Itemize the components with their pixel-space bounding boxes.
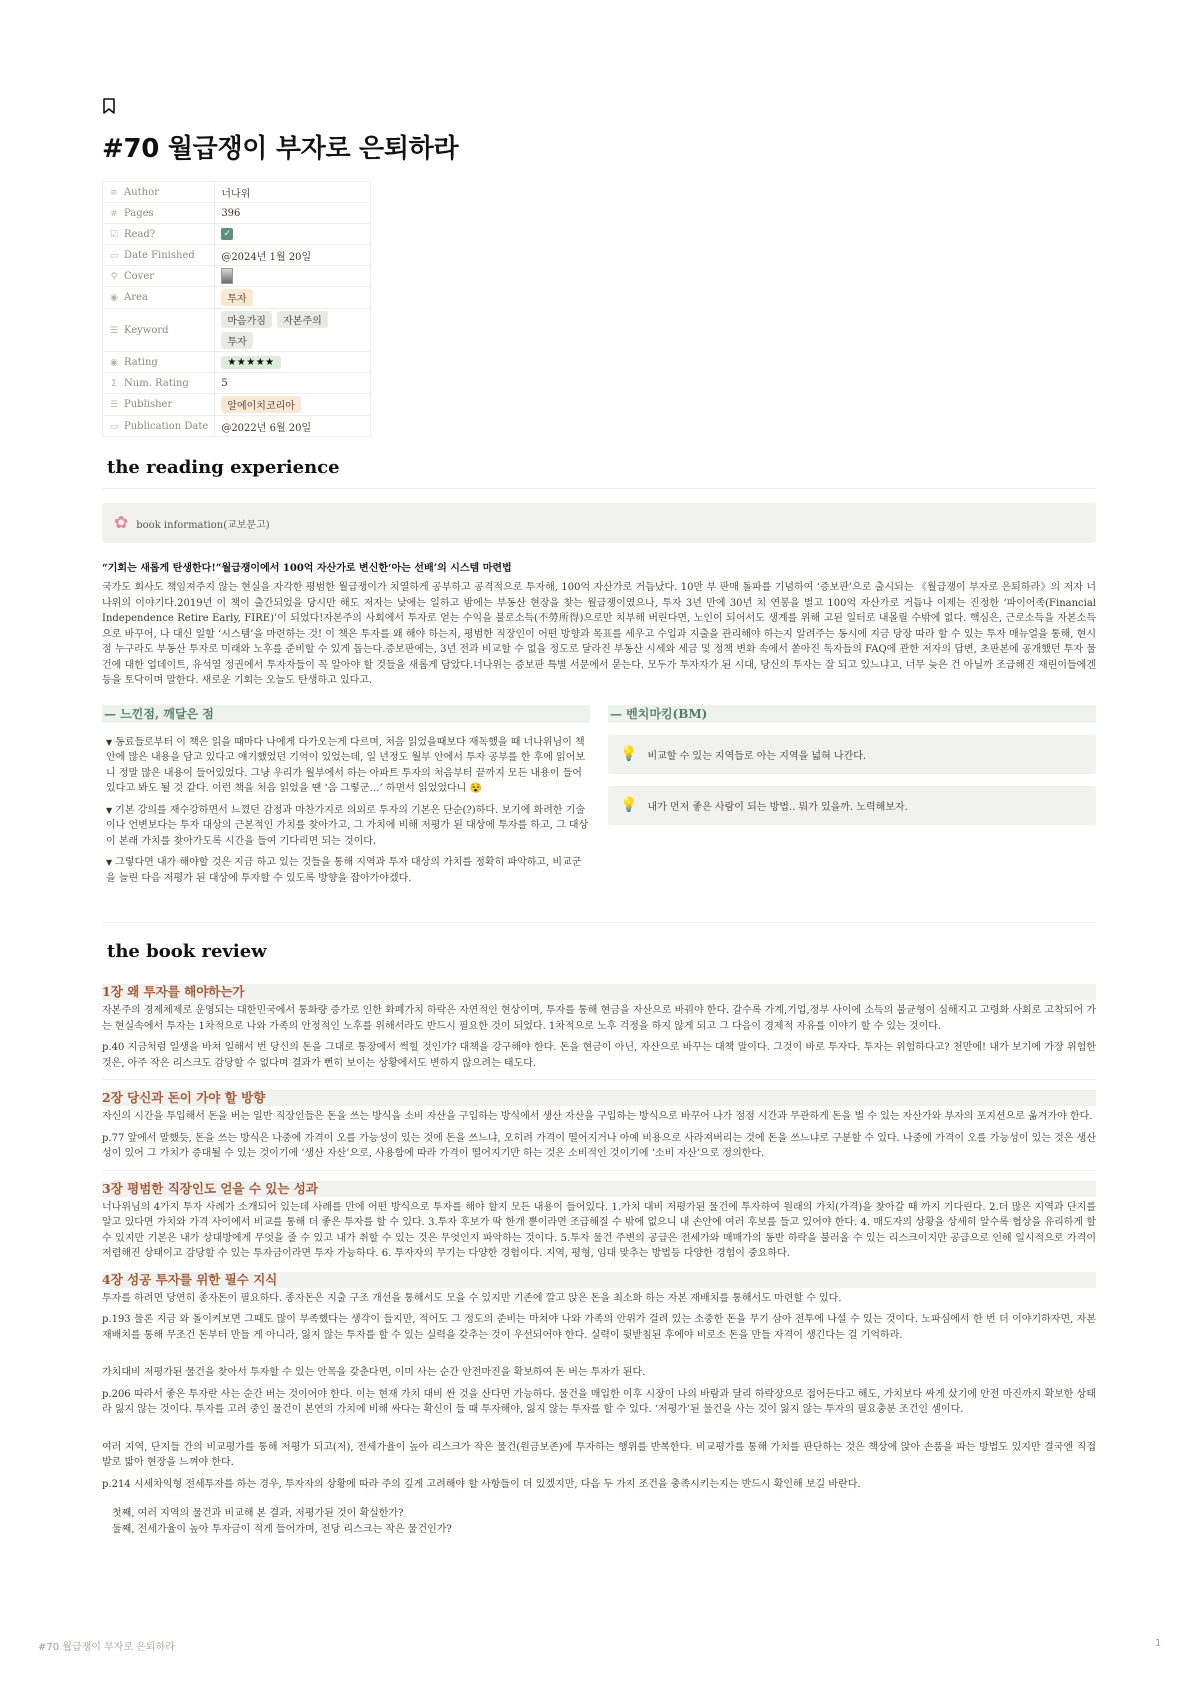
reading-heading: the reading experience (102, 457, 1096, 489)
area-tag[interactable]: 투자 (221, 289, 252, 306)
chapter-2-heading: 2장 당신과 돈이 가야 할 방향 (102, 1090, 1096, 1106)
brain-icon: ✿ (114, 513, 129, 533)
rating-tag[interactable]: ★★★★★ (221, 356, 280, 369)
multiselect-property-icon: ☰ (109, 325, 119, 336)
book-blurb: 국가도 회사도 책임져주지 않는 현실을 자각한 평범한 월급쟁이가 치열하게 공부하고 공격적으로 투자해, 100억 자산가로 거듭났다. 10만 부 판매 돌파를 기념하여 ‘증보판’으로 출시되는 《월급쟁이 부자로 은퇴하라》의 저자 너나위의 이야기다.2019년 이 책이 출간되었을 당시만 해도 저자는 낮에는 일하고 밤에는 부동산 현장을 찾는 월급쟁이였으나, 투자 3년 만에 30년 치 연봉을 벌고 100억 자산가로 거듭나 이제는 진정한 ‘파이어족(Financial Independence Retire Early, FIRE)’이 되었다!자본주의 사회에서 투자로 얻는 수익을 불로소득(不勞所得)으로만 치부해 버린다면, 노인이 되어서도 생계를 위해 고된 일터로 내몰릴 수밖에 없다. 핵심은, 근로소득을 자본소득으로 바꾸어, 나 대신 일할 ‘시스템’을 마련하는 것! 이 책은 투자를 왜 해야 하는지, 평범한 직장인이 어떤 방향과 목표를 세우고 수입과 지출을 관리해야 하는지 알려주는 동시에 지금 당장 따라 할 수 있는 투자 매뉴얼을 통해, 현시점 누구라도 부동산 투자로 미래와 노후를 준비할 수 있게 돕는다.증보판에는, 3년 전과 비교할 수 없을 정도로 달라진 부동산 시세와 세금 및 정책 변화 속에서 쏟아진 독자들의 FAQ에 관한 저자의 답변, 초판본에 공개했던 투자 물건에 대한 업데이트, 유석열 정권에서 투자자들이 꼭 알아야 할 것들을 새롭게 담았다.너나위는 증보판 특별 서문에서 묻는다. 모두가 투자자가 된 시대, 당신의 투자는 잘 되고 있느냐고, 너무 늦은 건 아닐까 조급해진 재린이들에겐 등을 토닥이며 말한다. 새로운 기회는 오늘도 탄생하고 있다고. (102, 582, 1096, 686)
chapter-4-quote: p.214 시세차익형 전세투자를 하는 경우, 투자자의 상황에 따라 주의 깊게 고려해야 할 사항들이 더 있겠지만, 다음 두 가지 조건을 충족시키는지는 반드시 확인해 보길 바란다. (102, 1478, 861, 1490)
insights-heading: — 느낀점, 깨달은 점 (102, 705, 590, 723)
keyword-tag[interactable]: 자본주의 (277, 311, 328, 328)
prop-area[interactable]: ◉ Area 투자 (103, 287, 371, 309)
chapter-4-summary: 투자를 하려면 당연히 종자돈이 필요하다. 종자돈은 지출 구조 개선을 통해서도 모을 수 있지만 기존에 깔고 앉은 돈을 최소화 하는 자본 재배치를 통해서도 마련할 수 있다. (102, 1292, 842, 1304)
review-section (102, 941, 1096, 1537)
chapter-4-heading: 4장 성공 투자를 위한 필수 지식 (102, 1272, 1096, 1288)
chapter-2-quote: p.77 앞에서 말했듯, 돈을 쓰는 방식은 나중에 가격이 오를 가능성이 있는 것에 돈을 쓰느냐, 오히려 가격이 떨어지거나 아예 비용으로 사라져버리는 것에 돈을 쓰느냐로 구분할 수 있다. 나중에 가격이 오를 가능성이 있는 것은 생산성이 있어 그 가치가 증대될 수 있는 것이기에 ‘생산 자산’으로, 사용함에 따라 가격이 떨어지기만 하는 것은 소비적인 것이기에 ‘소비 자산’으로 정의한다. (102, 1132, 1096, 1159)
benchmarking-heading: — 벤치마킹(BM) (608, 705, 1096, 723)
reading-section (102, 457, 1096, 892)
benchmarking-column (608, 705, 1096, 893)
multiselect-property-icon: ☰ (109, 400, 119, 410)
reflection-columns (102, 705, 1096, 893)
formula-icon: Σ (111, 378, 117, 389)
keyword-tag[interactable]: 투자 (221, 332, 252, 349)
pages-value[interactable]: 396 (215, 203, 371, 224)
properties-table (102, 181, 371, 437)
page-title: #70 월급쟁이 부자로 은퇴하라 (102, 134, 459, 164)
prop-publication-date[interactable]: ▭ Publication Date @2022년 6월 20일 (103, 416, 371, 437)
publication-date-value[interactable]: @2022년 6월 20일 (215, 416, 371, 437)
num-rating-value: 5 (215, 373, 371, 394)
chapter-1-quote: p.40 지금처럼 일생을 바쳐 일해서 번 당신의 돈을 그대로 통장에서 썩힐 것인가? 대책을 강구해야 한다. 돈을 현금이 아닌, 자산으로 바꾸는 대책 말이다. 그것이 바로 투자다. 투자는 위험하다고? 천만에! 내가 보기에 가장 위험한 것은, 아주 작은 리스크도 감당할 수 없다며 결과가 뻔히 보이는 상황에서도 변하지 않으려는 태도다. (102, 1042, 1096, 1069)
chapter-4-summary: 가치대비 저평가된 물건을 찾아서 투자할 수 있는 안목을 갖춘다면, 이미 사는 순간 안전마진을 확보하여 돈 버는 투자가 된다. (102, 1367, 646, 1378)
publisher-tag[interactable]: 알에이치코리아 (221, 396, 301, 413)
author-value[interactable]: 너나위 (215, 182, 371, 203)
toggle-triangle-icon[interactable]: ▼ (106, 858, 113, 867)
toggle-item[interactable]: ▼ 그렇다면 내가 해야할 것은 지금 하고 있는 것들을 통해 지역과 투자 대상의 가치를 정확히 파악하고, 비교군을 늘린 다음 저평가 된 대상에 투자할 수 있도록 방향을 잡아가야겠다. (106, 857, 582, 884)
attachment-icon: ⚲ (110, 271, 118, 282)
book-info-callout: ✿ book information(교보문고) (102, 503, 1096, 543)
page-number: 1 (1155, 1638, 1162, 1649)
condition-item: 둘째, 전세가율이 높아 투자금이 적게 들어가며, 전당 리스크는 작은 물건인가? (112, 1523, 452, 1535)
date-finished-value[interactable]: @2024년 1월 20일 (215, 245, 371, 266)
chapter-1-heading: 1장 왜 투자를 해야하는가 (102, 984, 1096, 1000)
text-property-icon: ≡ (110, 187, 118, 198)
chapter-4-quote: p.206 따라서 좋은 투자란 사는 순간 버는 것이어야 한다. 이는 현재 가치 대비 싼 것을 산다면 가능하다. 물건을 매입한 이후 시장이 나의 바람과 달리 하락장으로 접어든다고 해도, 가치보다 싸게 샀기에 안전 마진까지 확보한 상태라 잃지 않는 것이다. 투자를 고려 중인 물건이 본연의 가치에 비해 싸다는 확신이 들 때 투자해야, 잃지 않는 투자를 할 수 있다. ‘저평가’된 물건을 사는 것이 잃지 않는 투자의 필요충분 조건인 셈이다. (102, 1388, 1096, 1415)
condition-item: 첫째, 여러 지역의 물건과 비교해 본 결과, 저평가된 것이 확실한가? (112, 1508, 404, 1519)
lightbulb-icon: 💡 (620, 746, 638, 762)
page-content (102, 98, 1096, 1537)
calendar-icon: ▭ (109, 421, 119, 432)
prop-keyword[interactable]: ☰ Keyword 마음가짐 자본주의 투자 (103, 309, 371, 352)
select-property-icon: ◉ (110, 293, 118, 303)
toggle-triangle-icon[interactable]: ▼ (106, 737, 113, 747)
review-heading: the book review (107, 941, 267, 962)
prop-read[interactable]: ☑ Read? ✓ (103, 224, 371, 245)
chapter-4-summary: 여러 지역, 단지들 간의 비교평가를 통해 저평가 되고(저), 전세가율이 높아 리스크가 작은 물건(원금보존)에 투자하는 행위를 반복한다. 비교평가를 통해 가치를 판단하는 것은 책상에 앉아 손품을 파는 방법도 있지만 결국엔 직접 발로 밟아 현장을 느껴야 한다. (102, 1441, 1096, 1468)
prop-num-rating[interactable]: Σ Num. Rating 5 (103, 373, 371, 394)
prop-pages[interactable]: # Pages 396 (103, 203, 371, 224)
benchmark-callout: 💡 내가 먼저 좋은 사람이 되는 방법.. 뭐가 있을까. 노력해보자. (608, 786, 1096, 825)
prop-publisher[interactable]: ☰ Publisher 알에이치코리아 (103, 394, 371, 416)
insights-column (102, 705, 590, 893)
toggle-item[interactable]: ▼ 동료들로부터 이 책은 읽을 때마다 나에게 다가오는게 다르며, 처음 읽었을때보다 재독했을 때 너나위님이 책 안에 많은 내용을 담고 있다고 얘기했었던 기억이 있었는데, 일 년정도 월부 안에서 투자 공부를 한 후에 읽어보니 정말 많은 내용이 들어있었다. 그냥 우리가 월부에서 하는 아파트 투자의 처음부터 끝까지 모든 내용이 들어있다고 봐도 될 것 같다. 이런 책을 처음 읽었을 땐 ‘음 그렇군…’ 하면서 읽었었다니 😵 (106, 736, 586, 794)
section-divider (102, 922, 1096, 923)
chapter-3-summary: 너나위님의 4가지 투자 사례가 소개되어 있는데 사례를 만에 어떤 방식으로 투자를 해야 할지 모든 내용이 들어있다. 1.가치 대비 저평가된 물건에 투자하여 원래의 가치(가격)을 찾아갈 때 까지 기다린다. 2.더 많은 지역과 단지를 알고 있다면 가치와 가격 사이에서 비교를 통해 더 좋은 투자를 할 수 있다. 3.투자 후보가 딱 한개 뿐이라면 조급해질 수 밖에 없으니 내 손안에 여러 후보를 들고 있어야 한다. 4. 매도자의 상황을 상세히 알수록 협상을 유리하게 할 수 있지만 기본은 내가 상대방에게 무엇을 줄 수 있고 내가 취할 수 있는 것은 무엇인지 파악하는 것이다. 5.투자 물건 주변의 공급은 전세가와 매매가의 동반 하락을 불러올 수 있는 리스크이지만 공급으로 인해 일시적으로 가격이 저렴해진 상태이고 감당할 수 있는 투자금이라면 투자 가능하다. 6. 투자자의 무기는 다양한 경험이다. 지역, 평형, 임대 맞추는 방법등 다양한 경험이 중요하다. (102, 1201, 1096, 1259)
footer-title: #70 월급쟁이 부자로 은퇴하라 (38, 1642, 175, 1653)
chapter-4-quote: p.193 물론 지금 와 돌이켜보면 그때도 많이 부족했다는 생각이 들지만, 적어도 그 정도의 준비는 마쳐야 나와 가족의 안위가 걸려 있는 소중한 돈을 무기 삼아 전투에 나설 수 있는 것이다. 노파심에서 한 번 더 이야기하자면, 자본 재배치를 통해 무조건 돈부터 만들 게 아니라, 잃지 않는 투자를 할 수 있는 실력을 갖추는 것이 우선되어야 한다. 실력이 뒷받침된 후에야 비로소 돈을 만들 자격이 생긴다는 걸 기억하라. (102, 1314, 1096, 1341)
calendar-icon: ▭ (109, 250, 119, 261)
chapter-2-summary: 자신의 시간을 투입해서 돈을 버는 일반 직장인들은 돈을 쓰는 방식을 소비 자산을 구입하는 방식에서 생산 자산을 구입하는 방식으로 바꾸어 나가 점점 시간과 무관하게 돈을 벌 수 있는 자산가와 부자의 포지션으로 옮겨가야 한다. (102, 1111, 1093, 1122)
select-property-icon: ◉ (110, 357, 118, 368)
toggle-triangle-icon[interactable]: ▼ (106, 805, 113, 815)
prop-cover[interactable]: ⚲ Cover (103, 266, 371, 287)
condition-list (102, 1506, 1096, 1537)
number-property-icon: # (110, 208, 118, 219)
benchmark-callout: 💡 비교할 수 있는 지역들로 아는 지역을 넓혀 나간다. (608, 735, 1096, 774)
chapter-3-heading: 3장 평범한 직장인도 얻을 수 있는 성과 (102, 1181, 1096, 1197)
cover-thumbnail[interactable] (221, 268, 233, 284)
toggle-item[interactable]: ▼ 기본 강의를 재수강하면서 느꼈던 감정과 마찬가지로 의외로 투자의 기본은 단순(?)하다. 보기에 화려한 기술이나 언변보다는 투자 대상의 근본적인 가치를 찾아가고, 그 가치에 비해 저평가 된 대상에 투자를 하고, 그 대상이 본래 가치를 찾아가도록 시간을 들여 기다리면 되는 것이다. (106, 804, 589, 847)
read-checkbox[interactable]: ✓ (221, 228, 233, 240)
blurb-headline: “기회는 새롭게 탄생한다!”월급쟁이에서 100억 자산가로 변신한‘아는 선배’의 시스템 마련법 (102, 563, 512, 574)
chapter-1-summary: 자본주의 경제체제로 운영되는 대한민국에서 통화량 증가로 인한 화폐가치 하락은 자연적인 현상이며, 투자를 통해 현금을 자산으로 바꿔야 한다. 갈수록 가계,기업,정부 사이에 소득의 불균형이 심해지고 고령화 사회로 고착되어 가는 현실속에서 투자는 1차적으로 나와 가족의 안정적인 노후를 위해서라도 반드시 필요한 것이 되었다. 1차적으로 노후 걱정을 하지 않게 되고 그 다음이 경제적 자유를 이야기 할 수 있는 것이다. (102, 1005, 1096, 1032)
keyword-tag[interactable]: 마음가짐 (221, 311, 272, 328)
prop-date-finished[interactable]: ▭ Date Finished @2024년 1월 20일 (103, 245, 371, 266)
lightbulb-icon: 💡 (620, 797, 638, 813)
checkbox-property-icon: ☑ (109, 229, 119, 240)
prop-author[interactable]: ≡ Author 너나위 (103, 182, 371, 203)
bookmark-icon[interactable] (102, 98, 116, 114)
prop-rating[interactable]: ◉ Rating ★★★★★ (103, 352, 371, 373)
